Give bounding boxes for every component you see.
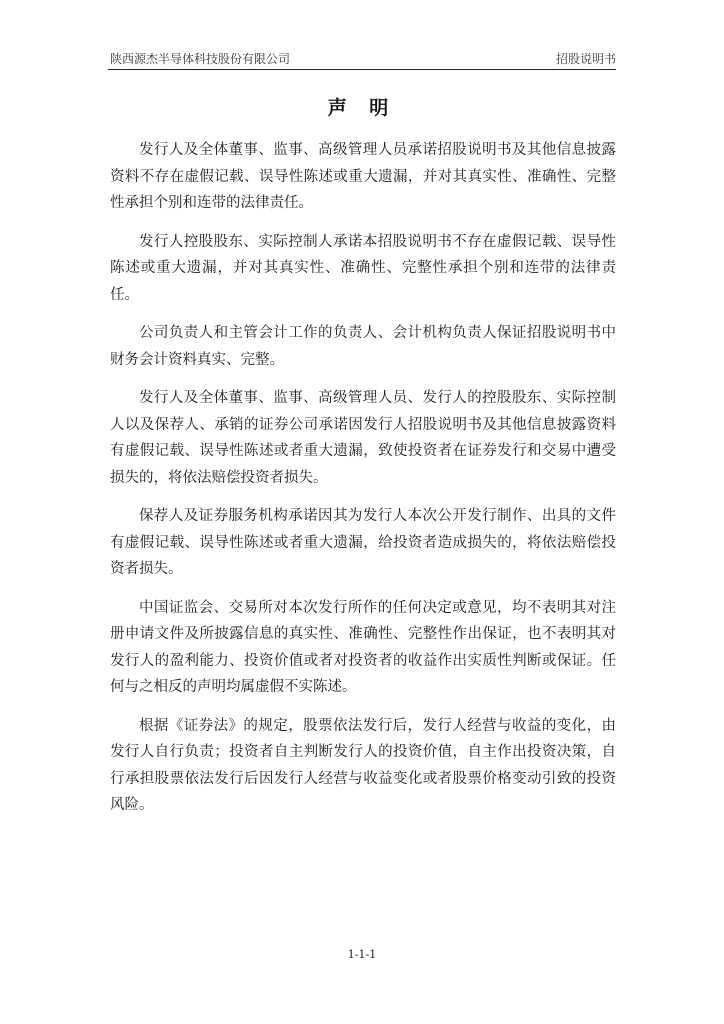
statement-body <box>110 137 616 831</box>
header-document-type: 招股说明书 <box>555 52 616 66</box>
header-divider <box>108 69 616 70</box>
paragraph-1: 发行人及全体董事、监事、高级管理人员承诺招股说明书及其他信息披露资料不存在虚假记载、误导性陈述或重大遗漏，并对其真实性、准确性、完整性承担个别和连带的法律责任。 <box>110 142 616 211</box>
paragraph-7: 根据《证券法》的规定，股票依法发行后，发行人经营与收益的变化，由发行人自行负责；投资者自主判断发行人的投资价值，自主作出投资决策，自行承担股票依法发行后因发行人经营与收益变化或者股票价格变动引致的投资风险。 <box>110 717 616 813</box>
paragraph-5: 保荐人及证券服务机构承诺因其为发行人本次公开发行制作、出具的文件有虚假记载、误导性陈述或者重大遗漏，给投资者造成损失的，将依法赔偿投资者损失。 <box>110 508 616 577</box>
paragraph-2: 发行人控股股东、实际控制人承诺本招股说明书不存在虚假记载、误导性陈述或重大遗漏，并对其真实性、准确性、完整性承担个别和连带的法律责任。 <box>110 233 616 303</box>
page-number: 1-1-1 <box>347 948 377 961</box>
paragraph-4: 发行人及全体董事、监事、高级管理人员、发行人的控股股东、实际控制人以及保荐人、承销的证券公司承诺因发行人招股说明书及其他信息披露资料有虚假记载、误导性陈述或者重大遗漏，致使投资者在证券发行和交易中遭受损失的，将依法赔偿投资者损失。 <box>110 390 616 486</box>
page-header <box>108 50 616 68</box>
paragraph-3: 公司负责人和主管会计工作的负责人、会计机构负责人保证招股说明书中财务会计资料真实、完整。 <box>110 325 616 368</box>
paragraph-6: 中国证监会、交易所对本次发行所作的任何决定或意见，均不表明其对注册申请文件及所披露信息的真实性、准确性、完整性作出保证，也不表明其对发行人的盈利能力、投资价值或者对投资者的收益作出实质性判断或保证。任何与之相反的声明均属虚假不实陈述。 <box>110 599 616 695</box>
page-title: 声 明 <box>327 97 397 119</box>
header-company-name: 陕西源杰半导体科技股份有限公司 <box>110 52 291 66</box>
